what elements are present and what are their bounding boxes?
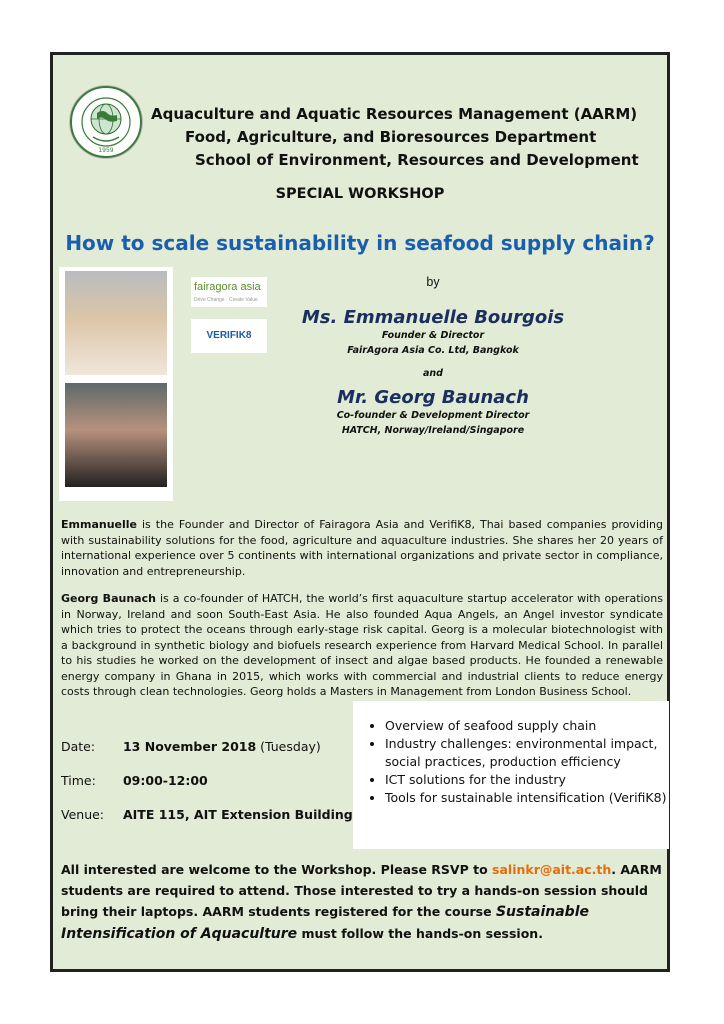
venue-label: Venue: [61,807,105,822]
speaker-photo-emmanuelle [65,271,167,375]
topic-item: • Overview of seafood supply chain [385,717,669,735]
course-name: Sustainable Intensification of Aquaculture [61,904,589,942]
verifik8-logo: VERIFIK8 [191,319,267,353]
header [151,103,671,172]
header-line-department: Food, Agriculture, and Bioresources Department [185,128,597,146]
rsvp-notice [61,859,665,945]
speaker-role: Co-founder & Development Director [336,410,530,421]
fairagora-logo [191,277,267,307]
rsvp-text: must follow the hands-on session. [297,926,543,941]
date-row [61,739,321,754]
speaker-org: FairAgora Asia Co. Ltd, Bangkok [347,345,519,356]
speaker-org: HATCH, Norway/Ireland/Singapore [341,425,525,436]
date-label: Date: [61,739,96,754]
workshop-title: How to scale sustainability in seafood supply chain? [65,231,655,255]
speaker-role: Founder & Director [381,330,485,341]
and-label: and [423,368,443,379]
time-label: Time: [61,773,96,788]
speaker-name: Mr. Georg Baunach [337,387,529,408]
rsvp-text: All interested are welcome to the Workshop. Please RSVP to [61,862,493,877]
flyer [50,52,670,972]
time-value: 09:00-12:00 [122,773,208,788]
fairagora-logo-text: fairagora asia [194,281,261,293]
bio-lead: Emmanuelle [61,518,137,531]
header-line-school: School of Environment, Resources and Development [195,151,639,169]
topics-list [353,717,669,807]
fairagora-tagline: Drive Change · Create Value [194,297,258,303]
topic-item: • Industry challenges: environmental impact, social practices, production efficiency [385,735,669,771]
bio-text: is a co-founder of HATCH, the world’s first aquaculture startup accelerator with operations in Norway, Ireland and soon South-East Asia. He also founded Aqua Angels, an Angel investor syndicate which tries to protect the oceans through early-stage risk capital. Georg is a molecular biotechnologist with a background in synthetic biology and biofuels research experience from Harvard Medical School. In parallel to his studies he worked on the development of insect and algae based products. He founded a renewable energy company in Ghana in 2015, which works with commercial and industrial clients to reduce energy costs through clean technologies. Georg holds a Masters in Management from London Business School. [61,592,663,698]
bio-emmanuelle [61,517,663,579]
bio-georg [61,591,663,700]
rsvp-email-link[interactable]: salinkr@ait.ac.th [492,862,612,877]
event-type: SPECIAL WORKSHOP [275,186,445,202]
topic-item: • ICT solutions for the industry [385,771,669,789]
topics-box [353,701,669,849]
date-day: (Tuesday) [256,739,321,754]
rsvp-text: . AARM students are required to attend. Those interested to try a hands-on session should bring their laptops. AARM students registered for the course [61,862,662,919]
speaker-photos [59,267,173,501]
ait-seal-year: 1959 [98,147,114,154]
ait-seal-logo [69,85,143,159]
date-value: 13 November 2018 [122,739,257,754]
bio-lead: Georg Baunach [61,592,156,605]
speakers-block [268,275,598,438]
venue-value: AITE 115, AIT Extension Building [122,807,353,822]
by-label: by [426,275,440,289]
header-line-program: Aquaculture and Aquatic Resources Management (AARM) [151,105,638,123]
topic-item: • Tools for sustainable intensification (VerifiK8) [385,789,669,807]
speaker-name: Ms. Emmanuelle Bourgois [301,307,565,328]
time-row [61,773,208,788]
bio-text: is the Founder and Director of Fairagora Asia and VerifiK8, Thai based companies providing with sustainability solutions for the food, agriculture and aquaculture industries. She shares her 20 years of international experience over 5 continents with international organizations and private sector in compliance, innovation and entrepreneurship. [61,518,663,578]
venue-row [61,807,353,822]
speaker-photo-georg [65,383,167,487]
